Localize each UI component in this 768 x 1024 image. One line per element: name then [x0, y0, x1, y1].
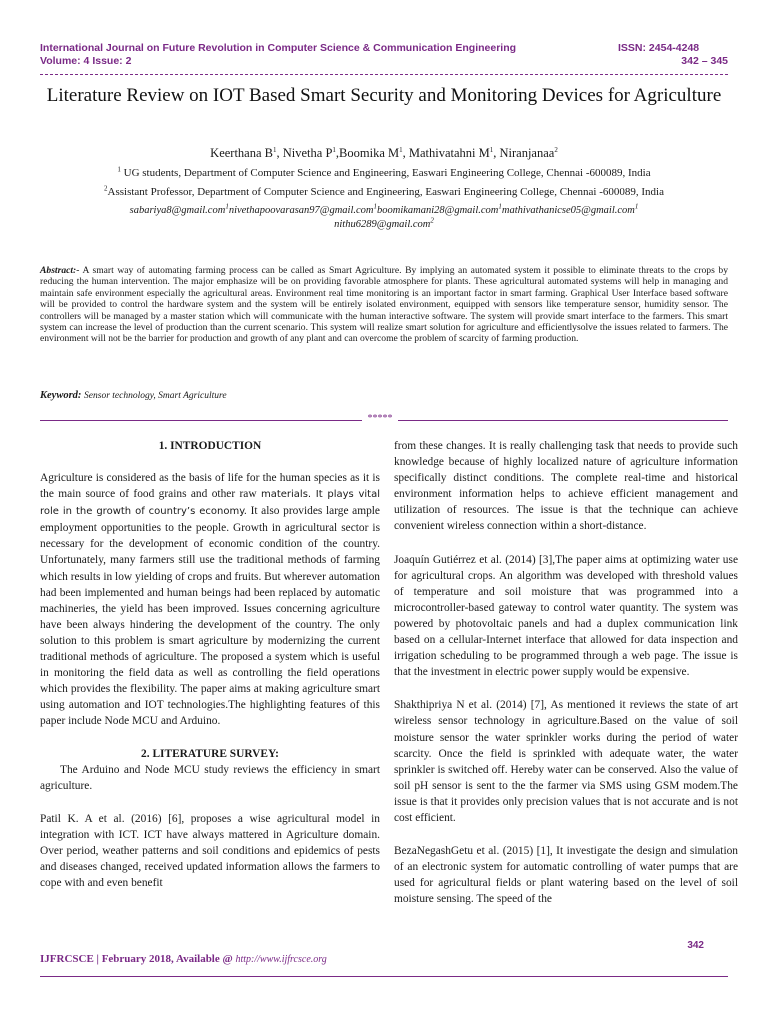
paper-title: Literature Review on IOT Based Smart Security and Monitoring Devices for Agriculture — [46, 85, 722, 106]
email-sup: 1 — [634, 202, 639, 211]
email-link[interactable]: boomikamani28@gmail.com — [377, 205, 499, 216]
journal-info — [40, 42, 516, 68]
affiliation-2 — [40, 185, 728, 199]
separator-line — [40, 420, 362, 421]
author-list: Keerthana $B^1$, Nivetha $P^1,Boomika$ $M^1$, Mathivatahni $M^1$, Niranjanaa$^2$ — [210, 145, 558, 160]
literature-survey-heading: 2. LITERATURE SURVEY: — [141, 747, 279, 760]
left-column — [40, 438, 380, 891]
author-name: Keerthana B — [210, 146, 273, 160]
journal-issn-block — [618, 42, 728, 68]
introduction-heading: 1. INTRODUCTION — [158, 440, 262, 452]
footer-text — [40, 953, 327, 965]
email-sup: 2 — [430, 216, 434, 225]
continuation-paragraph: from these changes. It is really challenging task that needs to provide such knowledge because of highly localized nature of agriculture information specifically distinct conditions. The complete real-time and historical environment information helps to achieve efficient management and utilization of resources. The issue is that the technique can achieve convenient wireless connection within a short-distance. — [394, 440, 738, 533]
bezanegash-paragraph: BezaNegashGetu et al. (2015) [1], It investigate the design and simulation of an electronic system for automatic controlling of water pumps that are used for agricultural fields or plant watering based on the level of soil moisture sensing. The speed of the — [394, 845, 738, 906]
journal-pages: 342 – 345 — [681, 55, 728, 67]
author-sup: 2 — [554, 145, 558, 154]
affiliation-text: Assistant Professor, Department of Computer Science and Engineering, Easwari Engineering College, Chennai -600089, India — [107, 186, 664, 198]
email-link[interactable]: sabariya8@gmail.com — [129, 205, 226, 216]
author-emails — [40, 204, 728, 232]
email-link[interactable]: nivethapoovarasan97@gmail.com — [228, 205, 374, 216]
affiliation-1 — [40, 166, 728, 180]
gutierrez-paragraph: Joaquín Gutiérrez et al. (2014) [3],The paper aims at optimizing water use for agricultural crops. An algorithm was developed with threshold values of temperature and soil moisture that was programmed into a microcontroller-based gateway to control water quantity. The system was powered by photovoltaic panels and had a duplex communication link based on a cellular-Internet interface that allowed for data inspection and irrigation scheduling to be programmed through a web page. The issue is that the investment in electric power supply would be expensive. — [394, 553, 738, 679]
journal-header — [40, 42, 728, 76]
page-footer — [40, 940, 728, 978]
footer-divider — [40, 976, 728, 977]
separator-stars: ***** — [367, 413, 393, 424]
survey-intro-paragraph: The Arduino and Node MCU study reviews the efficiency in smart agriculture. — [40, 763, 380, 792]
author-sup: 1 — [489, 145, 494, 154]
email-sup: 1 — [225, 202, 229, 211]
separator-line — [398, 420, 728, 421]
section-separator — [40, 413, 728, 427]
footer-label: IJFRCSCE | February 2018, Available @ — [40, 953, 233, 965]
affiliation-text: UG students, Department of Computer Science and Engineering, Easwari Engineering College, Chennai -600089, India — [123, 167, 651, 179]
author-sup: 1 — [273, 145, 277, 154]
header-divider — [40, 74, 728, 75]
author-sup: 1 — [399, 145, 403, 154]
patil-paragraph: Patil K. A et al. (2016) [6], proposes a wise agricultural model in integration with ICT. ICT have always mattered in Agriculture domain. Over period, weather patterns and soil conditions and epidemics of pests and diseases changed, received updated information allows the farmers to cope with and even benefit — [40, 812, 380, 890]
introduction-emphasis: materials. It plays vital role in the growth of country’s economy. — [40, 489, 380, 518]
keywords — [40, 390, 728, 401]
footer-url-link[interactable]: http://www.ijfrcsce.org — [235, 954, 327, 965]
introduction-paragraph — [40, 470, 380, 730]
author-name: Boomika M — [339, 146, 400, 160]
shakthipriya-paragraph: Shakthipriya N et al. (2014) [7], As mentioned it reviews the state of art wireless sensor technology in agriculture.Based on the value of soil moisture sensor the water sprinkler works during the period of water scarcity. Once the field is sprinkled with adequate water, the water sprinkler is switched off. Hereby water can be conserved. Also the value of soil pH sensor is sent to the the farmer via SMS using GSM modem.The issue is that it provides only precision values that is not accurate and is not cost efficient. — [394, 699, 738, 824]
introduction-text: Agriculture is considered as the basis of life for the human species as it is the main source of food grains and other raw — [40, 472, 380, 501]
email-sup: 1 — [373, 202, 377, 211]
abstract-text: A smart way of automating farming process can be called as Smart Agriculture. By implying an automated system it possible to eliminate threats to the crops by reducing the human intervention. The major emphasize will be on providing favorable atmosphere for plants. These agricultural automated systems will help in managing and maintain safe environment especially the agricultural areas. Environment real time monitoring is an important factor in smart farming. Graphical User Interface based software will be provided to control the hardware system and the system will be entirely isolated environment, equipped with sensors like temperature sensor, humidity sensor. The controllers will be managed by a master station which will communicate with the human interactive software. The system will provide smart interface to the farmers. This smart system can increase the level of production than the current scenario. This system will realize smart solution for agriculture and efficientlysolve the issues related to farmers. The environment will not be the barrier for production and growth of any plant and can overcome the problem of scarcity of farming production. — [40, 265, 728, 345]
email-sup: 1 — [498, 202, 502, 211]
email-link[interactable]: nithu6289@gmail.com — [334, 219, 431, 230]
journal-issn: ISSN: 2454-4248 — [618, 42, 700, 54]
author-name: Mathivatahni M — [408, 146, 490, 160]
journal-name: International Journal on Future Revolution in Computer Science & Communication Engineering — [40, 42, 517, 54]
author-name: Nivetha P — [282, 146, 333, 160]
abstract-label: Abstract:- — [40, 265, 80, 276]
author-sup: 1 — [332, 145, 336, 154]
introduction-text: It also provides large ample employment opportunities to the people. Growth in agricultural sector is necessary for the development of economic condition of the country. Unfortunately, many farmers still use the traditional methods of farming which results in low yielding of crops and fruits. But wherever automation had been implemented and human beings had been replaced by automatic machineries, the yield has been improved. Issues concerning agriculture have been always hindering the development of the country. The only solution to this problem is smart agriculture by modernizing the current traditional methods of agriculture. The proposed a system which is useful in monitoring the field data as well as controlling the field operations which provides the flexibility. The paper aims at making agriculture smart using automation and IOT technologies.The highlighting features of this paper include Node MCU and Arduino. — [40, 505, 380, 728]
email-link[interactable]: mathivathanicse05@gmail.com — [501, 205, 635, 216]
author-name: Niranjanaa — [499, 146, 555, 160]
right-column — [394, 438, 738, 907]
page-number: 342 — [687, 940, 704, 951]
affiliation-sup: 2 — [104, 184, 108, 193]
affiliation-sup: 1 — [117, 165, 121, 174]
abstract — [40, 265, 728, 345]
keyword-value: Sensor technology, Smart Agriculture — [84, 391, 227, 401]
journal-volume: Volume: 4 Issue: 2 — [40, 55, 132, 67]
keyword-label: Keyword: — [40, 390, 82, 401]
